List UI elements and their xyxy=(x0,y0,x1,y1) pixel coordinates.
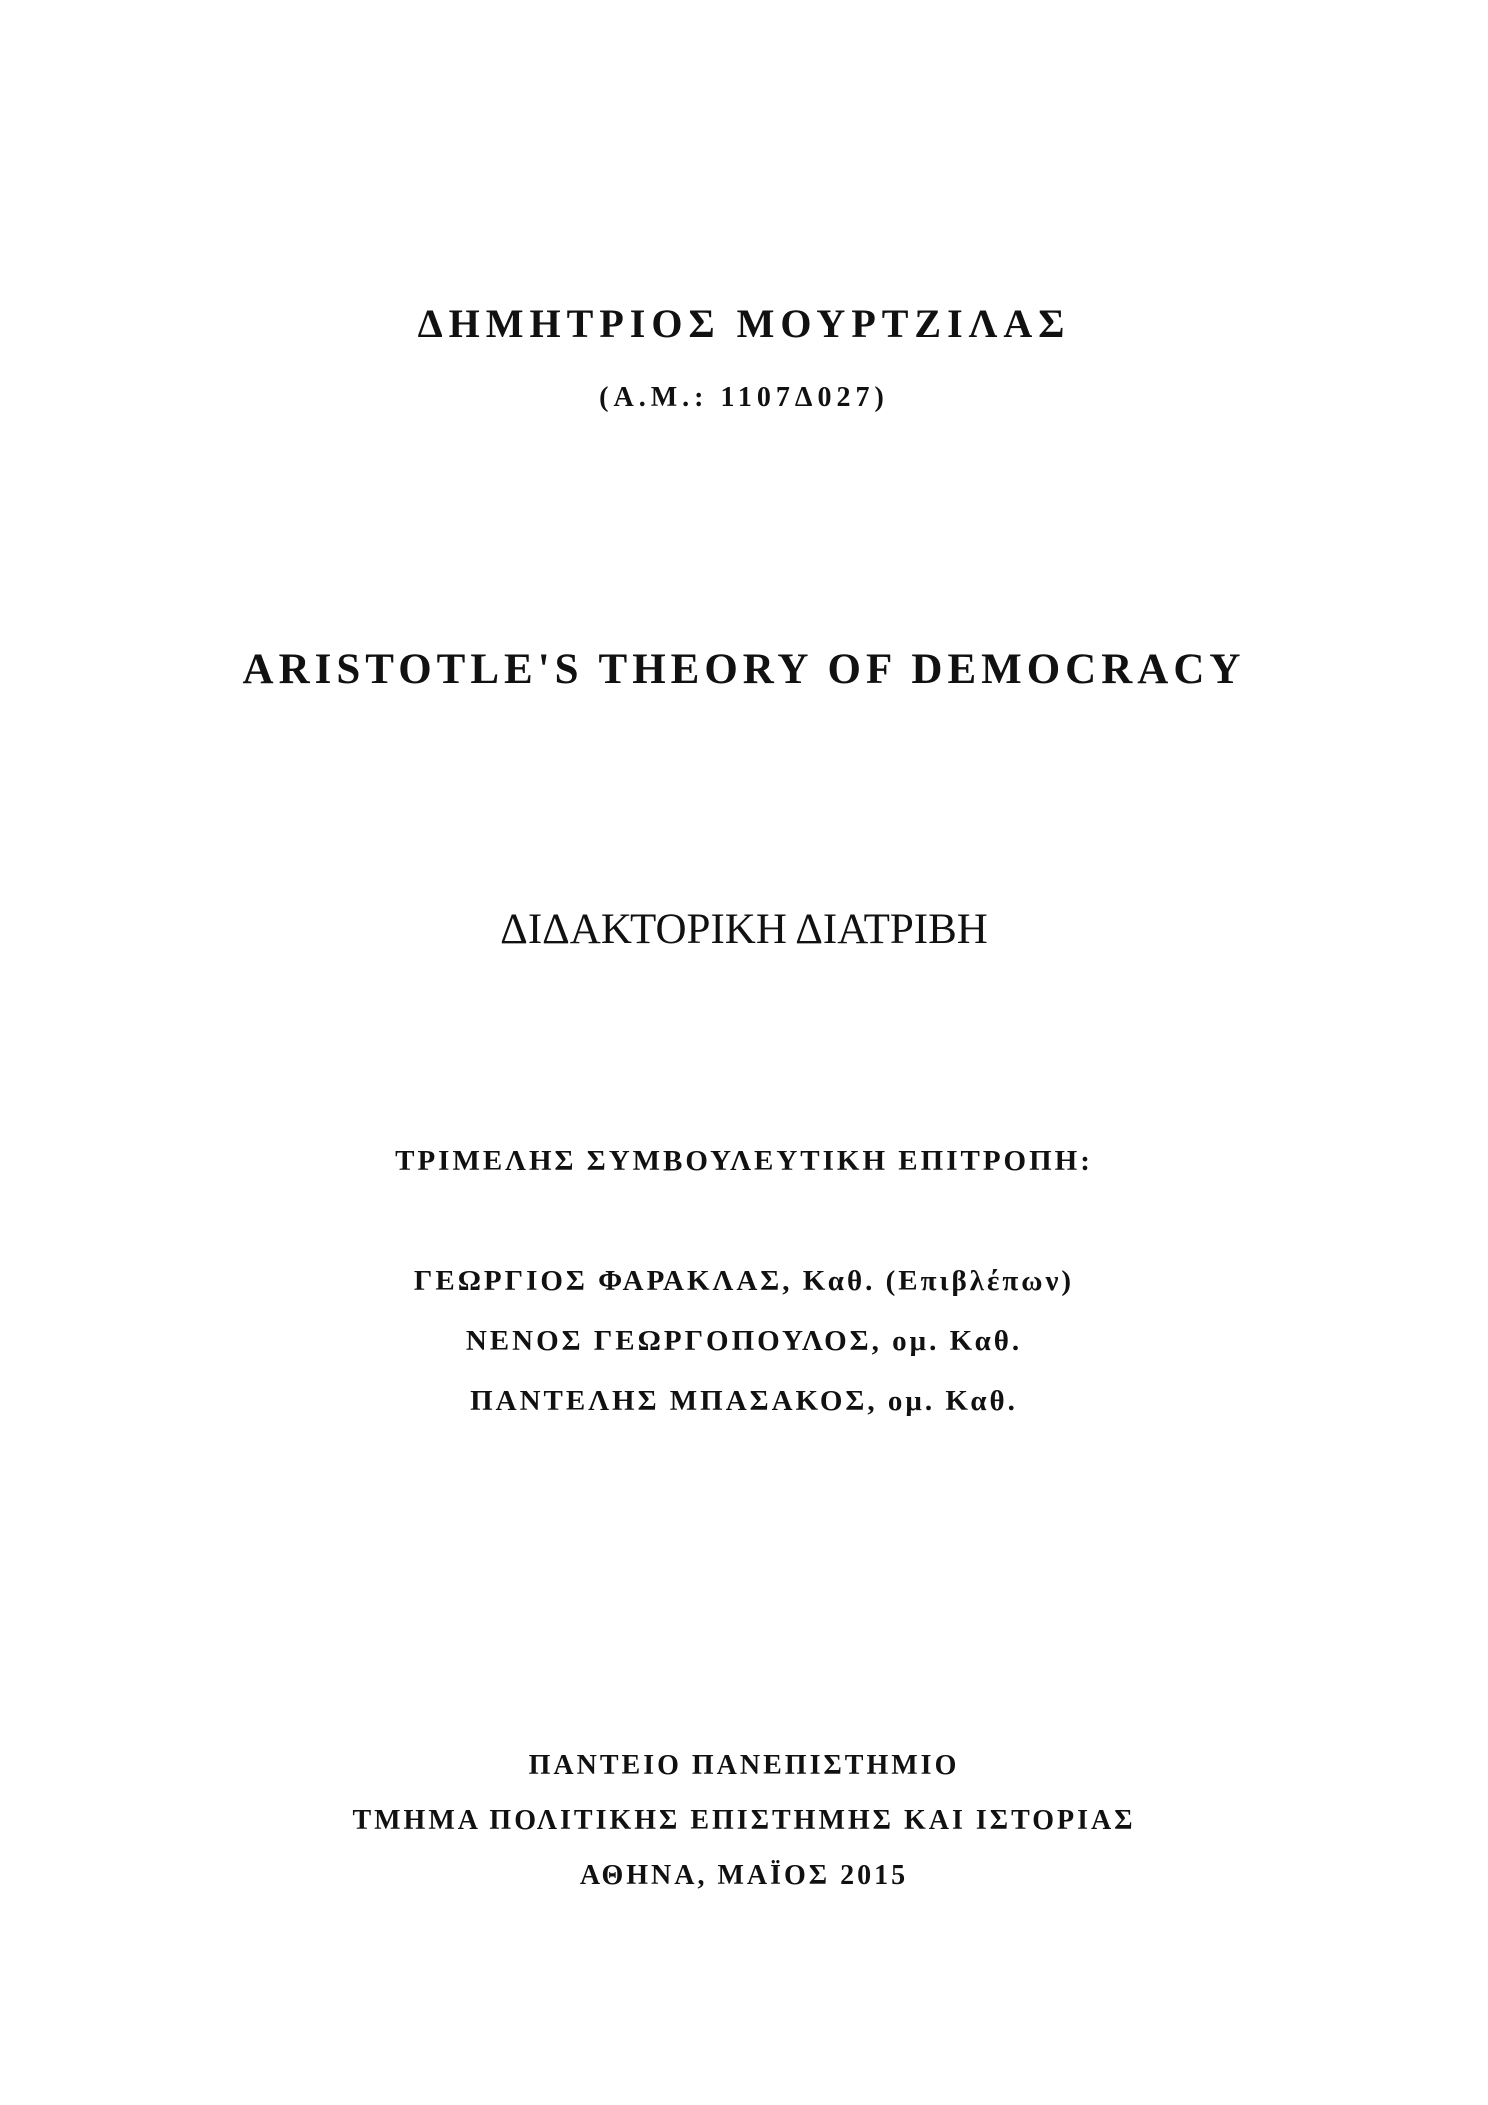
place-and-date: ΑΘΗΝΑ, ΜΑΪΟΣ 2015 xyxy=(579,1860,909,1891)
committee-member: ΝΕΝΟΣ ΓΕΩΡΓΟΠΟΥΛΟΣ, ομ. Καθ. xyxy=(465,1325,1023,1357)
department-name: ΤΜΗΜΑ ΠΟΛΙΤΙΚΗΣ ΕΠΙΣΤΗΜΗΣ ΚΑΙ ΙΣΤΟΡΙΑΣ xyxy=(352,1805,1136,1836)
committee-member: ΠΑΝΤΕΛΗΣ ΜΠΑΣΑΚΟΣ, ομ. Καθ. xyxy=(470,1385,1018,1417)
committee-heading: ΤΡΙΜΕΛΗΣ ΣΥΜΒΟΥΛΕΥΤΙΚΗ ΕΠΙΤΡΟΠΗ: xyxy=(395,1145,1093,1177)
thesis-type: ΔΙΔΑΚΤΟΡΙΚΗ ΔΙΑΤΡΙΒΗ xyxy=(500,906,988,953)
author-registration-number: (Α.Μ.: 1107Δ027) xyxy=(599,382,889,413)
committee-member: ΓΕΩΡΓΙΟΣ ΦΑΡΑΚΛΑΣ, Καθ. (Επιβλέπων) xyxy=(413,1265,1075,1297)
university-name: ΠΑΝΤΕΙΟ ΠΑΝΕΠΙΣΤΗΜΙΟ xyxy=(528,1750,960,1781)
thesis-title: ARISTOTLE'S THEORY OF DEMOCRACY xyxy=(242,646,1246,693)
author-name: ΔΗΜΗΤΡΙΟΣ ΜΟΥΡΤΖΙΛΑΣ xyxy=(417,301,1071,346)
